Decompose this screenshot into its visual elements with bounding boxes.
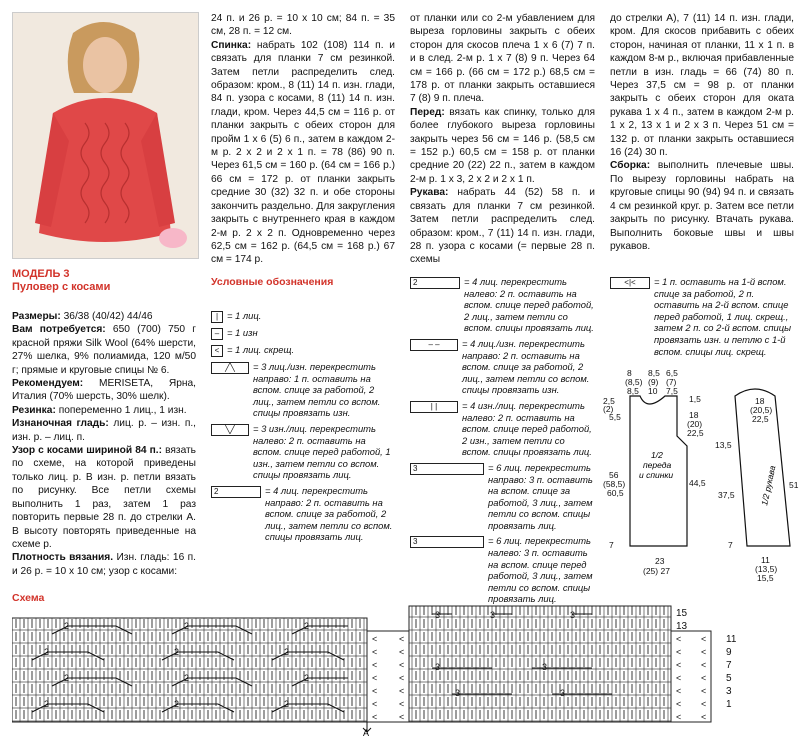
sizes-value: 36/38 (40/42) 44/46 — [63, 311, 153, 322]
legend-item — [211, 344, 396, 357]
sleeve-value: набрать 44 (52) 58 п. и связать для планки 7 см резинкой. Затем петли распределить след. образом: кром., 7 (11) 14 п. изн. глади, 28 п. узора с косами (= первые 28 п. схемы — [410, 187, 595, 266]
svg-text:<: < — [399, 712, 405, 722]
legend-symbol: <|< — [610, 277, 650, 289]
legend-text: = 4 лиц./изн. перекрестить направо: 2 п. оставить на вспом. спице за работой, 2 лиц., затем петли со вспом. спицы провязать изн. — [462, 337, 590, 396]
legend-title: Условные обозначения — [211, 276, 334, 288]
svg-text:<: < — [676, 673, 682, 683]
dim-a3: 8,5 — [627, 386, 639, 396]
svg-text:2: 2 — [304, 673, 310, 683]
sizes-label: Размеры: — [12, 311, 61, 322]
dim-c3: 7,5 — [666, 386, 678, 396]
svg-text:2: 2 — [304, 621, 310, 631]
svg-text:<: < — [399, 673, 405, 683]
legend-text: = 3 лиц./изн. перекрестить направо: 1 п. оставить на вспом. спице за работой, 2 лиц., затем петли со вспом. спицы провязать изн. — [253, 361, 381, 419]
legend-symbol: – — [211, 328, 223, 340]
svg-text:3: 3 — [435, 610, 441, 620]
row-number: 7 — [726, 660, 732, 671]
svg-text:2: 2 — [44, 647, 50, 657]
dim-g: 18 — [689, 410, 699, 420]
recommend-label: Рекомендуем: — [12, 378, 84, 390]
sleeve-continued: до стрелки А), 7 (11) 14 п. изн. глади, кром. Для скосов прибавить с обеих сторон, начиная от планки, 11 х 1 п. в каждом 8-м р., включая прибавленные петли в изн. гладь = 66 (74) 80 п. Через 37,5 см = 98 р. от планки закрыть с обеих сторон для оката рукава 1 х 4 п., затем в каждом 2-м р. 1 х 2, 13 х 1 и 2 х 3 п. Через 51 см = 132 р. от планки закрыть оставшиеся 16 (24) 30 п. — [610, 13, 794, 159]
legend-column-1 — [211, 310, 396, 547]
garment-schematic — [595, 366, 800, 586]
svg-text:<: < — [676, 686, 682, 696]
back-continued: от планки или со 2-м убавлением для выреза горловины закрыть с обеих сторон для скосов плеча 1 х 6 (7) 7 п. и в след. 2-м р. 1 х 7 (8) 9 п. Через 64 см = 166 р. (66 см = 172 р.) 68,5 см = 178 р. от планки закрыть оставшиеся 7 (8) 9 п. плеча. — [410, 13, 595, 105]
row-number: 13 — [676, 621, 688, 632]
legend-symbol: | | — [410, 401, 458, 413]
svg-text:3: 3 — [435, 662, 441, 672]
svg-text:<: < — [372, 699, 378, 709]
legend-item — [410, 535, 595, 605]
legend-item — [211, 361, 396, 419]
legend-symbol: ╱╲ — [211, 362, 249, 374]
legend-symbol: 2 — [211, 486, 261, 498]
dim-q3: 15,5 — [757, 573, 774, 583]
arrow-a-label: A — [363, 728, 370, 736]
legend-text: = 6 лиц. перекрестить налево: 3 п. оставить на вспом. спице перед работой, 3 лиц., затем петли со вспом. спицы провязать лиц. — [488, 535, 593, 605]
column-1-text — [12, 310, 196, 578]
assembly-value: выполнить плечевые швы. По вырезу горловины набрать на круговые спицы 90 (94) 94 п. и связать 4 см резинкой круг. р. Затем все петли закрыть по рисунку. Втачать рукава. Выполнить боковые швы и швы рукавов. — [610, 160, 794, 252]
model-photo — [12, 12, 199, 259]
legend-column-3 — [610, 276, 795, 361]
dim-a: 8 — [627, 368, 632, 378]
legend-symbol: – – — [410, 339, 458, 351]
svg-text:<: < — [399, 647, 405, 657]
legend-item — [410, 338, 595, 396]
need-label: Вам потребуется: — [12, 324, 106, 336]
back-value: набрать 102 (108) 114 п. и связать для планки 7 см резинкой. Затем петли распределить след. образом: кром., 8 (11) 14 п. изн. глади, 84 п. узора с косами, 8 (11) 14 п. изн. глади, кром. Через 44,5 см = 116 р. от планки закрыть с обеих сторон для пройм 1 х 6 (5) 6 п., затем в каждом 2-м р. 2 х 2 и 2 х 1 п. = 78 (86) 90 п. Через 61,5 см = 160 р. (64 см = 166 р.) 66 см = 172 р. от планки закрыть средние 30 (32) 32 п. и обе стороны закончить раздельно. Для закругления закрыть с внутреннего края в каждом 2-м р. 2 х 2 п. Одновременно через 62,5 см = 162 р. (64,5 см = 168 р.) 67 см = 174 р. — [211, 39, 395, 266]
dim-a2: (8,5) — [625, 377, 643, 387]
row-number: 15 — [676, 608, 688, 619]
legend-item — [610, 276, 795, 357]
legend-item — [410, 400, 595, 458]
legend-text: = 4 лиц. перекрестить направо: 2 п. оставить на вспом. спице за работой, 2 лиц., затем петли со вспом. спицы провязать лиц. — [265, 484, 393, 543]
svg-text:<: < — [676, 634, 682, 644]
svg-text:<: < — [701, 686, 707, 696]
dim-m3: 22,5 — [752, 414, 769, 424]
svg-text:<: < — [701, 647, 707, 657]
back-label: Спинка: — [211, 39, 252, 51]
dim-j: 44,5 — [689, 478, 706, 488]
dim-i: 56 — [609, 470, 619, 480]
assembly-label: Сборка: — [610, 160, 651, 172]
dim-c2: (7) — [666, 377, 677, 387]
dim-b: 8,5 — [648, 368, 660, 378]
dim-g2: (20) — [687, 419, 703, 429]
svg-text:2: 2 — [44, 699, 50, 709]
row-number: 11 — [726, 634, 737, 645]
svg-text:2: 2 — [64, 673, 70, 683]
row-number: 5 — [726, 673, 732, 684]
svg-text:2: 2 — [284, 699, 290, 709]
density-continued: 24 п. и 26 р. = 10 х 10 см; 84 п. = 35 см, 28 п. = 12 см. — [211, 13, 395, 38]
purl-label: Изнаночная гладь: — [12, 418, 109, 430]
dim-i3: 60,5 — [607, 488, 624, 498]
svg-text:<: < — [676, 660, 682, 670]
model-title-block — [12, 268, 110, 294]
legend-symbol: 2 — [410, 277, 460, 289]
column-4-text — [610, 12, 794, 253]
dim-b3: 10 — [648, 386, 658, 396]
svg-text:<: < — [701, 660, 707, 670]
legend-item — [211, 310, 396, 323]
svg-text:<: < — [701, 699, 707, 709]
svg-text:2: 2 — [284, 647, 290, 657]
svg-text:<: < — [701, 634, 707, 644]
model-photo-illustration — [13, 13, 198, 258]
model-subtitle: Пуловер с косами — [12, 281, 111, 293]
svg-text:3: 3 — [570, 610, 576, 620]
legend-text: = 6 лиц. перекрестить направо: 3 п. оставить на вспом. спице за работой, 3 лиц., затем петли со вспом. спицы провязать лиц. — [488, 461, 593, 531]
dim-k: 7 — [609, 540, 614, 550]
legend-symbol: < — [211, 345, 223, 357]
svg-text:2: 2 — [174, 699, 180, 709]
dim-q2: (13,5) — [755, 564, 778, 574]
dim-i2: (58,5) — [603, 479, 626, 489]
svg-text:<: < — [701, 673, 707, 683]
dim-l2: (25) 27 — [643, 566, 670, 576]
legend-text: = 4 изн./лиц. перекрестить налево: 2 п. оставить на вспом. спице перед работой, 2 изн., затем петли со вспом. спицы провязать лиц. — [462, 399, 592, 458]
svg-text:<: < — [701, 712, 707, 722]
chart-title: Схема — [12, 592, 45, 604]
density-label: Плотность вязания. — [12, 552, 114, 564]
svg-text:<: < — [399, 699, 405, 709]
legend-item — [211, 485, 396, 543]
cable-value: вязать по схеме, на которой приведены только лиц. р. В изн. р. петли вязать по рисунку. Все петли схемы выполнить 1 раз, затем 1 раз повторить первые 28 п. до стрелки А. В высоту повторять приведенные на схеме р. — [12, 445, 196, 550]
dim-l: 23 — [655, 556, 665, 566]
legend-symbol: ╲╱ — [211, 424, 249, 436]
dim-b2: (9) — [648, 377, 659, 387]
dim-p: 7 — [728, 540, 733, 550]
legend-text: = 1 лиц. скрещ. — [227, 344, 295, 355]
svg-text:<: < — [676, 712, 682, 722]
dim-m2: (20,5) — [750, 405, 773, 415]
legend-symbol: 3 — [410, 536, 484, 548]
svg-text:2: 2 — [184, 621, 190, 631]
legend-text: = 1 лиц. — [227, 310, 262, 321]
need-value: 650 (700) 750 г красной пряжи Silk Wool (64% шерсти, 27% шелка, 9% полиамида, 120 м/50 г; прямые и круговые спицы № 6. — [12, 324, 196, 376]
dim-e: 1,5 — [689, 394, 701, 404]
svg-text:<: < — [399, 634, 405, 644]
svg-text:<: < — [372, 673, 378, 683]
model-title: МОДЕЛЬ 3 — [12, 268, 70, 280]
dim-h: 13,5 — [715, 440, 732, 450]
recommend-value: MERISETA, Ярна, Италия (70% шерсть, 30% шелк). — [12, 378, 196, 403]
front-value: вязать как спинку, только для более глубокого выреза горловины закрыть через 56 см = 146 р. (58,5 см = 152 р.) 60,5 см = 158 р. от планки средние 20 (22) 22 п., затем в каждом 2-м р. 1 х 3, 2 х 2 и 2 х 1 п. — [410, 106, 595, 185]
svg-text:<: < — [676, 699, 682, 709]
dim-f: 5,5 — [609, 412, 621, 422]
svg-text:<: < — [372, 660, 378, 670]
front-label: Перед: — [410, 106, 445, 118]
legend-symbol: 3 — [410, 463, 484, 475]
rib-label: Резинка: — [12, 404, 56, 416]
dim-d2: (2) — [603, 404, 614, 414]
legend-item — [410, 276, 595, 334]
legend-item — [211, 423, 396, 481]
legend-item — [410, 462, 595, 532]
dim-m: 18 — [755, 396, 765, 406]
svg-text:3: 3 — [455, 688, 461, 698]
svg-text:<: < — [399, 660, 405, 670]
legend-symbol: | — [211, 311, 223, 323]
row-number: 3 — [726, 686, 732, 697]
dim-q: 11 — [761, 555, 770, 565]
svg-text:<: < — [372, 712, 378, 722]
front-piece-label: 1/2 переда и спинки — [639, 450, 674, 480]
row-number: 9 — [726, 647, 732, 658]
svg-text:<: < — [372, 647, 378, 657]
column-3-text — [410, 12, 595, 267]
column-2-text — [211, 12, 395, 267]
svg-text:2: 2 — [184, 673, 190, 683]
svg-text:<: < — [372, 634, 378, 644]
sleeve-label: Рукава: — [410, 187, 449, 199]
sleeve-piece-label: 1/2 рукава — [759, 464, 778, 507]
svg-text:3: 3 — [542, 662, 548, 672]
svg-text:<: < — [372, 686, 378, 696]
dim-o: 51 — [789, 480, 799, 490]
dim-c: 6,5 — [666, 368, 678, 378]
dim-g3: 22,5 — [687, 428, 704, 438]
legend-text: = 3 изн./лиц. перекрестить налево: 2 п. оставить на вспом. спице перед работой, 1 изн., затем петли со вспом. спицы провязать лиц. — [253, 422, 391, 481]
dim-d: 2,5 — [603, 396, 615, 406]
svg-text:2: 2 — [174, 647, 180, 657]
svg-text:2: 2 — [64, 621, 70, 631]
legend-column-2 — [410, 276, 595, 609]
svg-text:<: < — [676, 647, 682, 657]
svg-text:<: < — [399, 686, 405, 696]
density-value: Изн. гладь: 16 п. и 26 р. = 10 х 10 см; узор с косами: — [12, 552, 196, 577]
svg-text:3: 3 — [560, 688, 566, 698]
purl-value: лиц. р. – изн. п., изн. р. – лиц. п. — [12, 418, 196, 443]
legend-item — [211, 327, 396, 340]
legend-text: = 4 лиц. перекрестить налево: 2 п. оставить на вспом. спице перед работой, 2 лиц., затем петли со вспом. спицы провязать лиц. — [464, 276, 594, 334]
legend-text: = 1 изн — [227, 327, 258, 338]
row-number: 1 — [726, 699, 732, 710]
svg-text:3: 3 — [490, 610, 496, 620]
dim-n: 37,5 — [718, 490, 735, 500]
rib-value: попеременно 1 лиц., 1 изн. — [58, 404, 187, 416]
cable-label: Узор с косами шириной 84 п.: — [12, 445, 162, 457]
knitting-chart — [12, 604, 792, 736]
legend-text: = 1 п. оставить на 1-й вспом. спице за работой, 2 п. оставить на 2-й вспом. спице перед работой, 1 лиц. скрещ., затем 2 п. со 2-й вспом. спицы провязать изн. и петлю с 1-й вспом. спицы лиц. скрещ. — [654, 276, 791, 357]
